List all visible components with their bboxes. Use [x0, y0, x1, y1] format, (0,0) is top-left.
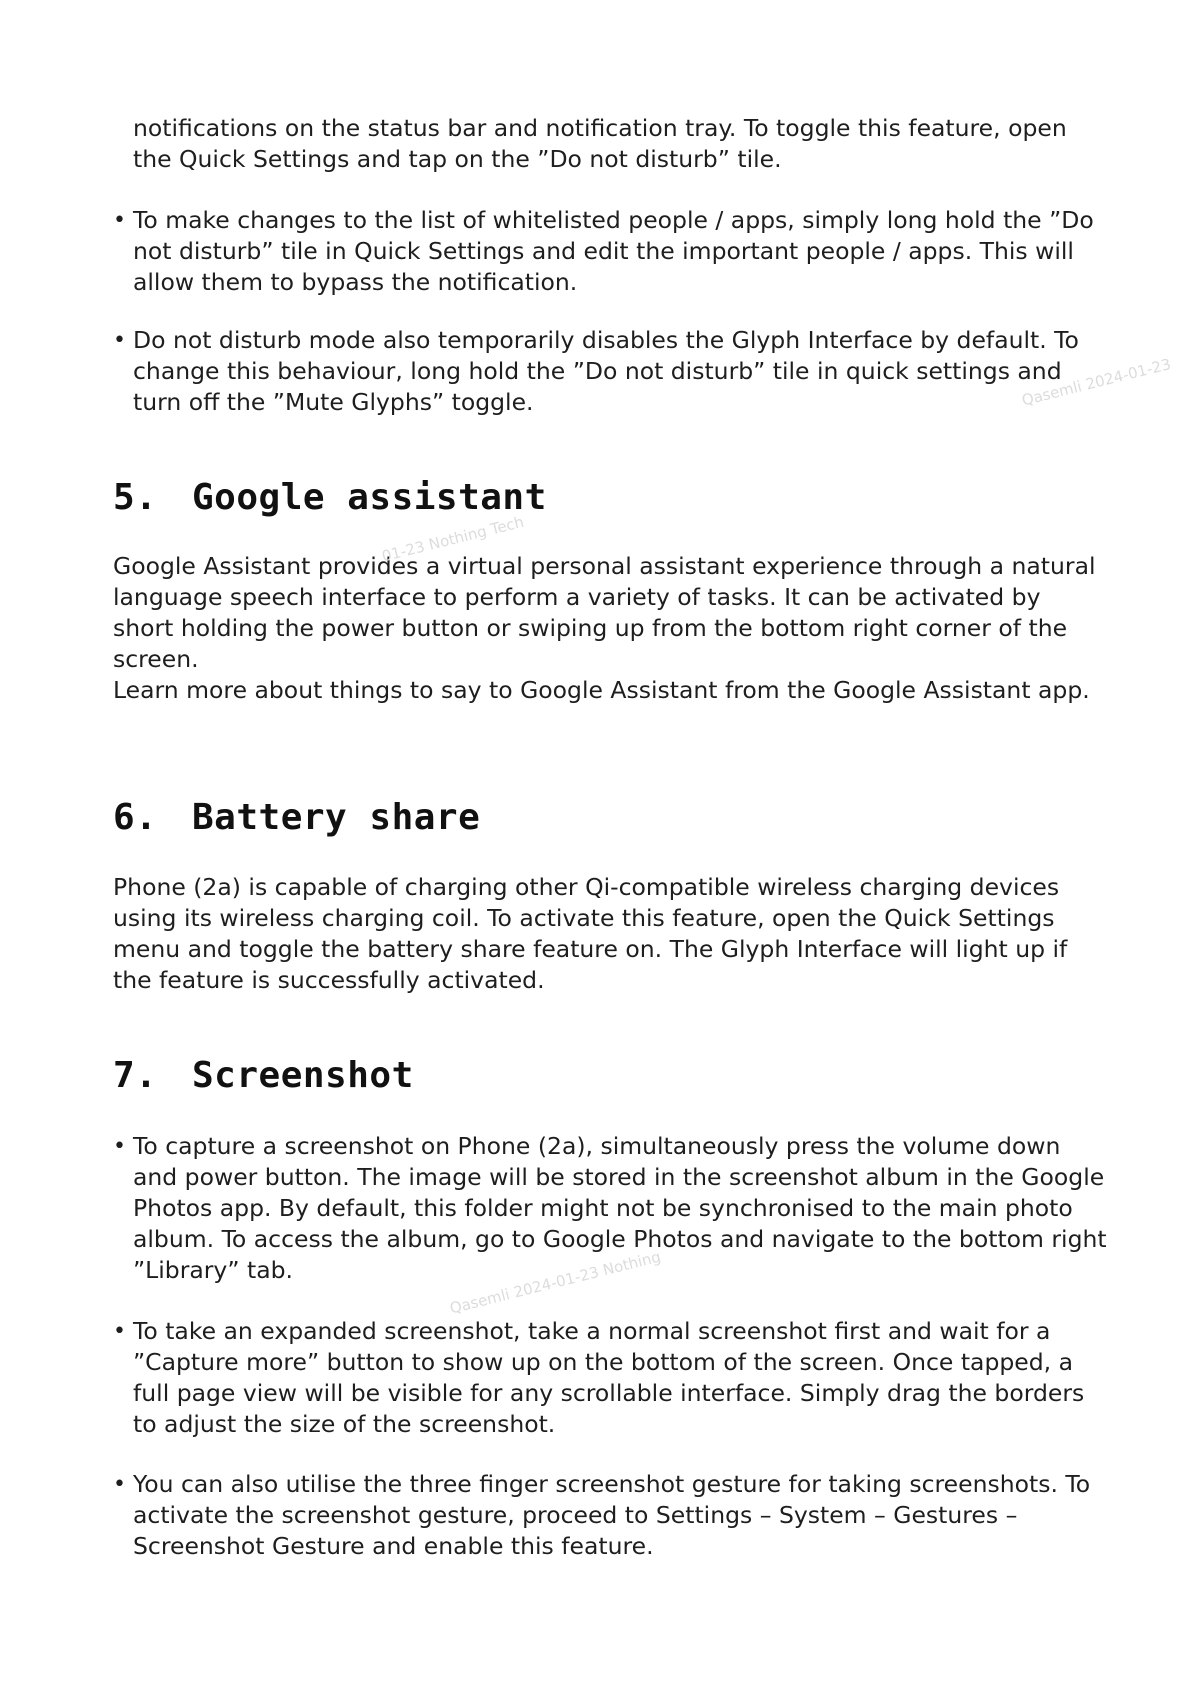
bullet-icon: • [113, 1472, 126, 1497]
section-heading-google-assistant [113, 476, 547, 520]
section-heading-screenshot [113, 1054, 414, 1098]
bullet-icon: • [113, 328, 126, 353]
watermark: Qasemli 2024-01-23 [1020, 355, 1173, 410]
bullet-text: To capture a screenshot on Phone (2a), simultaneously press the volume down and power button. The image will be stored in the screenshot album in the Google Photos app. By default, this folder might not be synchronised to the main photo album. To access the album, go to Google Photos and navigate to the bottom right ”Library” tab. [133, 1132, 1107, 1284]
section-paragraph: Phone (2a) is capable of charging other Qi-compatible wireless charging devices using its wireless charging coil. To activate this feature, open the Quick Settings menu and toggle the battery share feature on. The Glyph Interface will light up if the feature is successfully activated. [113, 873, 1068, 994]
section-heading-battery-share [113, 796, 480, 840]
bullet-icon: • [113, 1319, 126, 1344]
watermark: 01-23 Nothing Tech [380, 512, 526, 566]
bullet-icon: • [113, 208, 126, 233]
section-paragraph: Google Assistant provides a virtual personal assistant experience through a natural language speech interface to perform a variety of tasks. It can be activated by short holding the power button or swiping up from the bottom right corner of the screen. [113, 552, 1096, 673]
bullet-icon: • [113, 1134, 126, 1159]
bullet-text: Do not disturb mode also temporarily disables the Glyph Interface by default. To change this behaviour, long hold the ”Do not disturb” tile in quick settings and turn off the ”Mute Glyphs” toggle. [133, 326, 1079, 416]
section-paragraph: Learn more about things to say to Google Assistant from the Google Assistant app. [113, 676, 1090, 704]
bullet-text: To take an expanded screenshot, take a normal screenshot first and wait for a ”Capture more” button to show up on the bottom of the screen. Once tapped, a full page view will be visible for any scrollable interface. Simply drag the borders to adjust the size of the screenshot. [133, 1317, 1085, 1438]
section-title: Google assistant [192, 477, 547, 518]
section-number: 6. [113, 797, 158, 838]
section-number: 7. [113, 1055, 158, 1096]
section-number: 5. [113, 477, 158, 518]
intro-continuation-text: notifications on the status bar and notification tray. To toggle this feature, open the Quick Settings and tap on the ”Do not disturb” tile. [133, 114, 1067, 173]
section-title: Screenshot [192, 1055, 414, 1096]
section-title: Battery share [192, 797, 481, 838]
bullet-text: You can also utilise the three finger screenshot gesture for taking screenshots. To activate the screenshot gesture, proceed to Settings – System – Gestures – Screenshot Gesture and enable this feature. [133, 1470, 1091, 1560]
bullet-text: To make changes to the list of whitelisted people / apps, simply long hold the ”Do not disturb” tile in Quick Settings and edit the important people / apps. This will allow them to bypass the notification. [133, 206, 1094, 296]
watermark: Qasemli 2024-01-23 Nothing [448, 1247, 663, 1318]
